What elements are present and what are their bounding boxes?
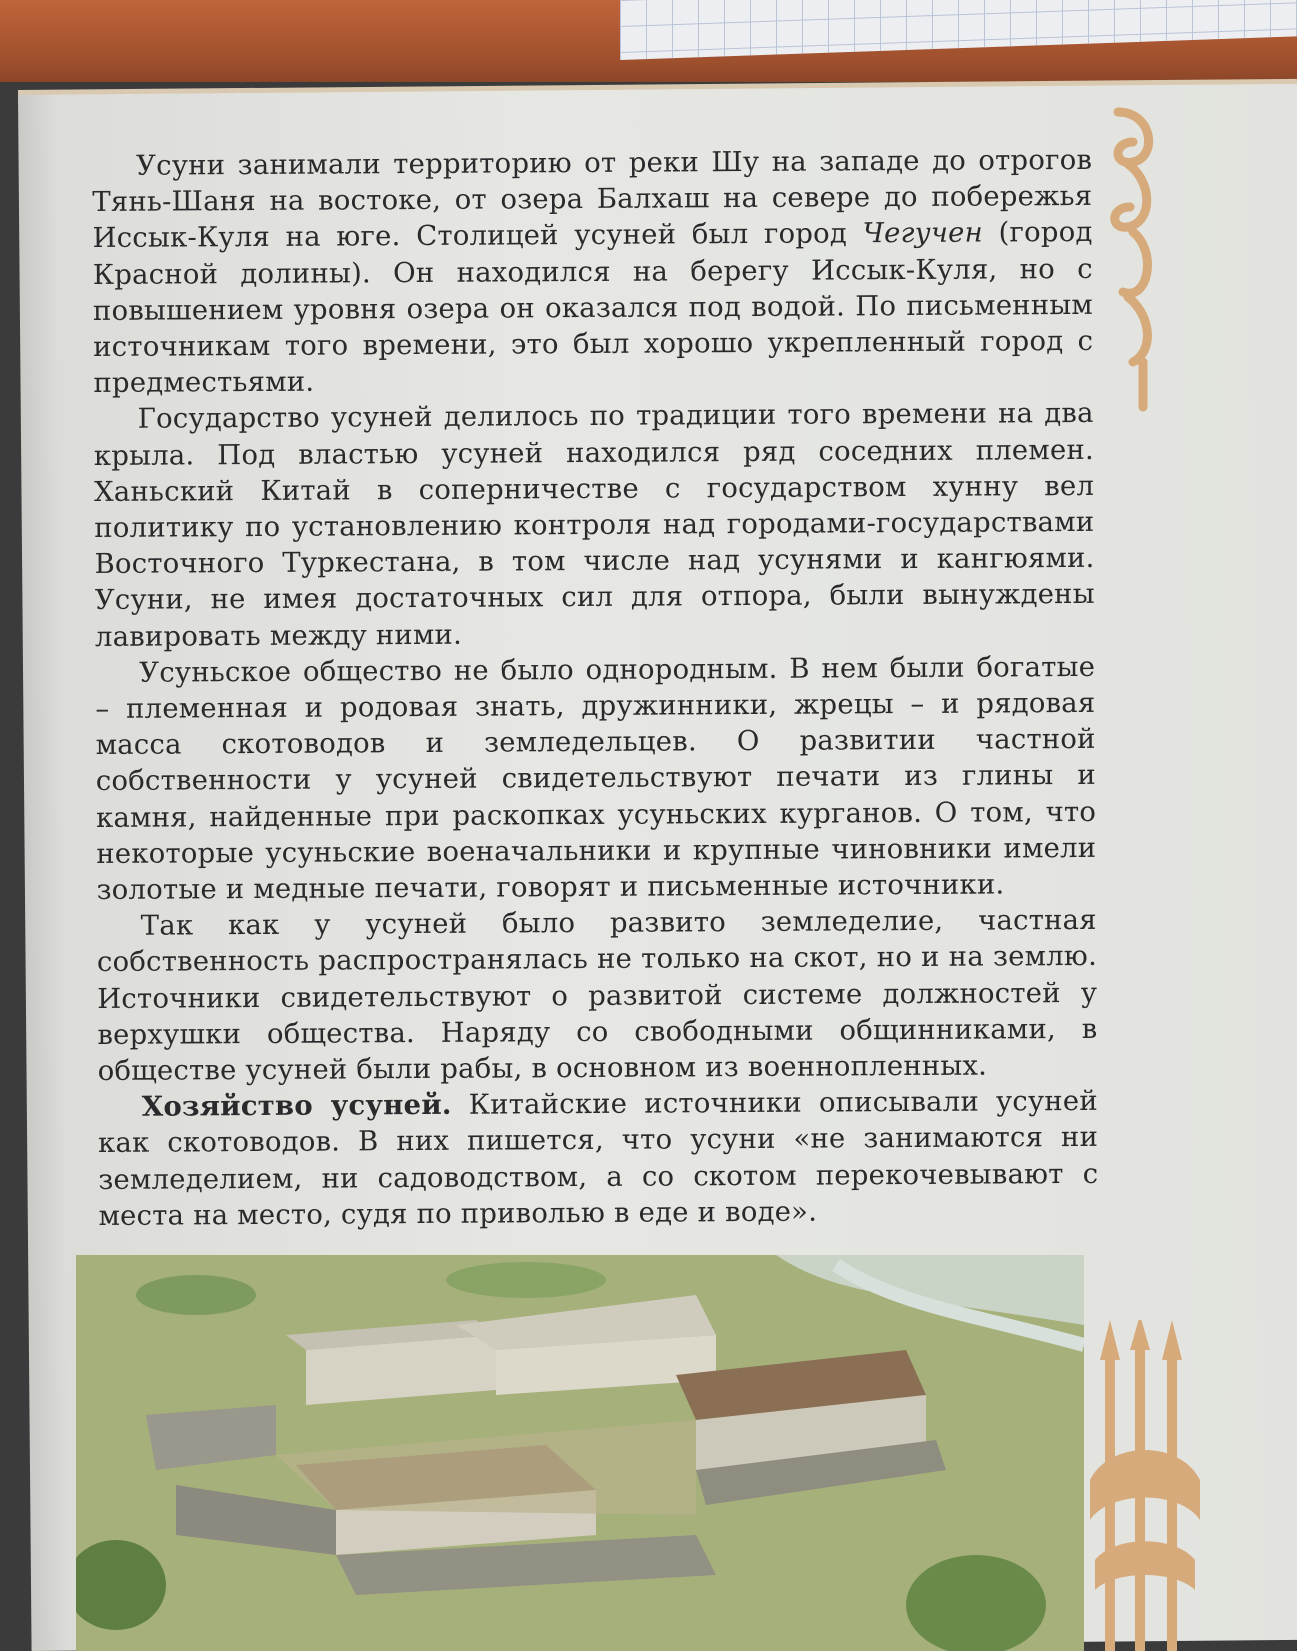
kazakh-ornament-icon	[1090, 1320, 1200, 1651]
paragraph-5	[98, 1083, 1099, 1234]
paragraph-2: Государство усуней делилось по традиции того времени на два крыла. Под властью усуней находился ряд соседних племен. Ханьский Китай в соперничестве с государством хунну вел политику по установлению контроля над городами-государствами Восточного Туркестана, в том числе над усунями и кангюями. Усуни, не имея достаточных сил для отпора, были вынуждены лавировать между ними.	[93, 397, 1095, 653]
scroll-ornament-icon	[1098, 102, 1168, 412]
paragraph-4: Так как у усуней было развито земледелие, частная собственность распространялась не только на скот, но и на землю. Источники свидетельствуют о развитой системе должностей у верхушки общества. Наряду со свободными общинниками, в обществе усуней были рабы, в основном из военнопленных.	[96, 904, 1098, 1088]
paragraph-1-text-end: (город Красной долины). Он находился на берегу Иссык-Куля, но с повышением уровня озера он оказался под водой. По письменным источникам того времени, это был хорошо укрепленный город с предместьями.	[92, 216, 1094, 400]
paragraph-5-text: Китайские источники описывали усуней как скотоводов. В них пишется, что усуни «не занимаются ни земледелием, ни садоводством, а со скотом перекочевывают с места на место, судя по приволью в еде и воде».	[97, 1085, 1099, 1232]
paragraph-1-text-start: Усуни занимали территорию от реки Шу на западе до отрогов Тянь-Шаня на востоке, от озера Балхаш на севере до побережья Иссык-Куля на юге. Столицей усуней был город	[92, 143, 1093, 255]
paragraph-3: Усуньское общество не было однородным. В нем были богатые – племенная и родовая знать, дружинники, жрецы – и рядовая масса скотоводов и земледельцев. О развитии частной собственности у усуней свидетельствуют печати из глины и камня, найденные при раскопках усуньских курганов. О том, что некоторые усуньские военачальники и крупные чиновники имели золотые и медные печати, говорят и письменные источники.	[95, 650, 1097, 907]
paragraph-1	[92, 142, 1094, 402]
body-text	[92, 142, 1099, 1234]
section-heading-inline: Хозяйство усуней.	[141, 1089, 452, 1123]
settlement-illustration	[76, 1255, 1084, 1651]
capital-name-italic: Чегучен	[862, 216, 984, 250]
